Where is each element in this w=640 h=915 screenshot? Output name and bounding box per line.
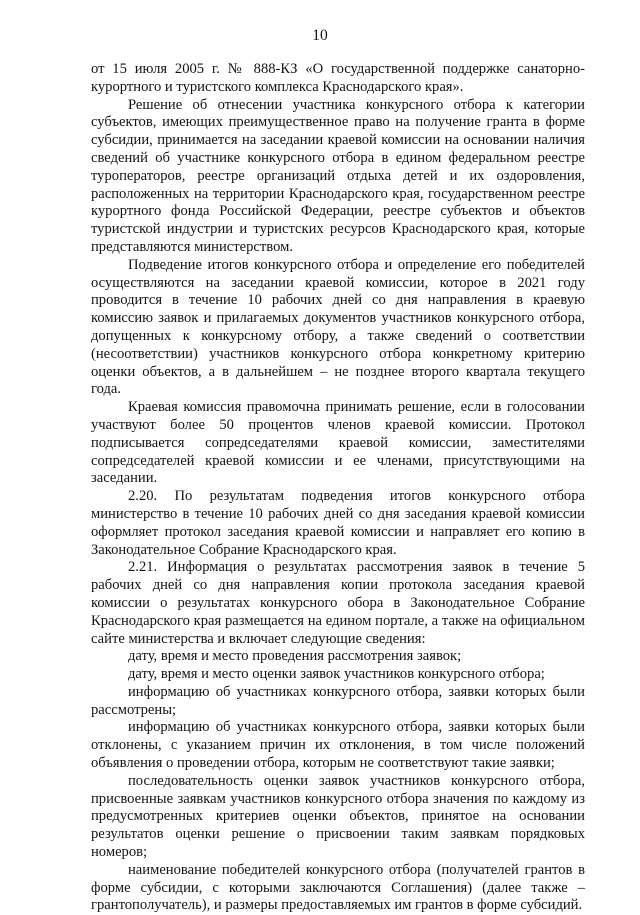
paragraph-preferential-right: Решение об отнесении участника конкурсного отбора к категории субъектов, имеющих преимущественное право на получение гранта в форме субсидии, принимается на заседании краевой комиссии на основании наличия сведений об участнике конкурсного отбора в едином федеральном реестре туроператоров, реестре организаций отдыха детей и их оздоровления, расположенных на территории Краснодарского края, государственном реестре курортного фонда Российской Федерации, реестре субъектов и объектов туристской индустрии и туристских ресурсов Краснодарского края, которые представляются министерством. [91,96,585,255]
list-item-winners: наименование победителей конкурсного отбора (получателей грантов в форме субсидии, с которыми заключаются Соглашения) (далее также – грантополучатель), и размеры предоставляемых им грантов в форме субсидий. [91,861,585,914]
paragraph-continuation: от 15 июля 2005 г. № 888-КЗ «О государственной поддержке санаторно-курортного и туристского комплекса Краснодарского края». [91,61,585,95]
paragraph-results-summary: Подведение итогов конкурсного отбора и определение его победителей осуществляются на заседании краевой комиссии, которое в 2021 году проводится в течение 10 рабочих дней со дня направления в краевую комиссию заявок и прилагаемых документов участников конкурсного отбора, допущенных к конкурсному отбору, а также сведений о соответствии (несоответствии) участников конкурсного отбора конкретному критерию оценки объектов, а в дальнейшем – не позднее второго квартала текущего года. [91,256,585,398]
page-number: 10 [312,27,328,44]
list-item-reviewed-participants: информацию об участниках конкурсного отбора, заявки которых были рассмотрены; [91,683,585,718]
paragraph-commission-quorum: Краевая комиссия правомочна принимать решение, если в голосовании участвуют более 50 процентов членов краевой комиссии. Протокол подписывается сопредседателями краевой комиссии, заместителями сопредседателей краевой комиссии и ее членами, присутствующими на заседании. [91,399,585,487]
paragraph-clause-2-21: 2.21. Информация о результатах рассмотрения заявок в течение 5 рабочих дней со дня направления копии протокола заседания краевой комиссии о результатах конкурсного обора в Законодательное Собрание Краснодарского края размещается на едином портале, а также на официальном сайте министерства и включает следующие сведения: [91,559,585,647]
paragraph-clause-2-20: 2.20. По результатам подведения итогов конкурсного отбора министерство в течение 10 рабочих дней со дня заседания краевой комиссии оформляет протокол заседания краевой комиссии и направляет его копию в Законодательное Собрание Краснодарского края. [91,488,585,558]
list-item-review-date: дату, время и место проведения рассмотрения заявок; [128,648,462,665]
list-item-evaluation-sequence: последовательность оценки заявок участников конкурсного отбора, присвоенные заявкам участников конкурсного отбора значения по каждому из предусмотренных критериев оценки объектов, принятое на основании результатов оценки решение о присвоении таким заявкам порядковых номеров; [91,772,585,861]
list-item-evaluation-date: дату, время и место оценки заявок участников конкурсного отбора; [128,666,545,683]
list-item-rejected-participants: информацию об участниках конкурсного отбора, заявки которых были отклонены, с указанием причин их отклонения, в том числе положений объявления о проведении отбора, которым не соответствуют такие заявки; [91,719,585,772]
document-body [91,61,585,915]
